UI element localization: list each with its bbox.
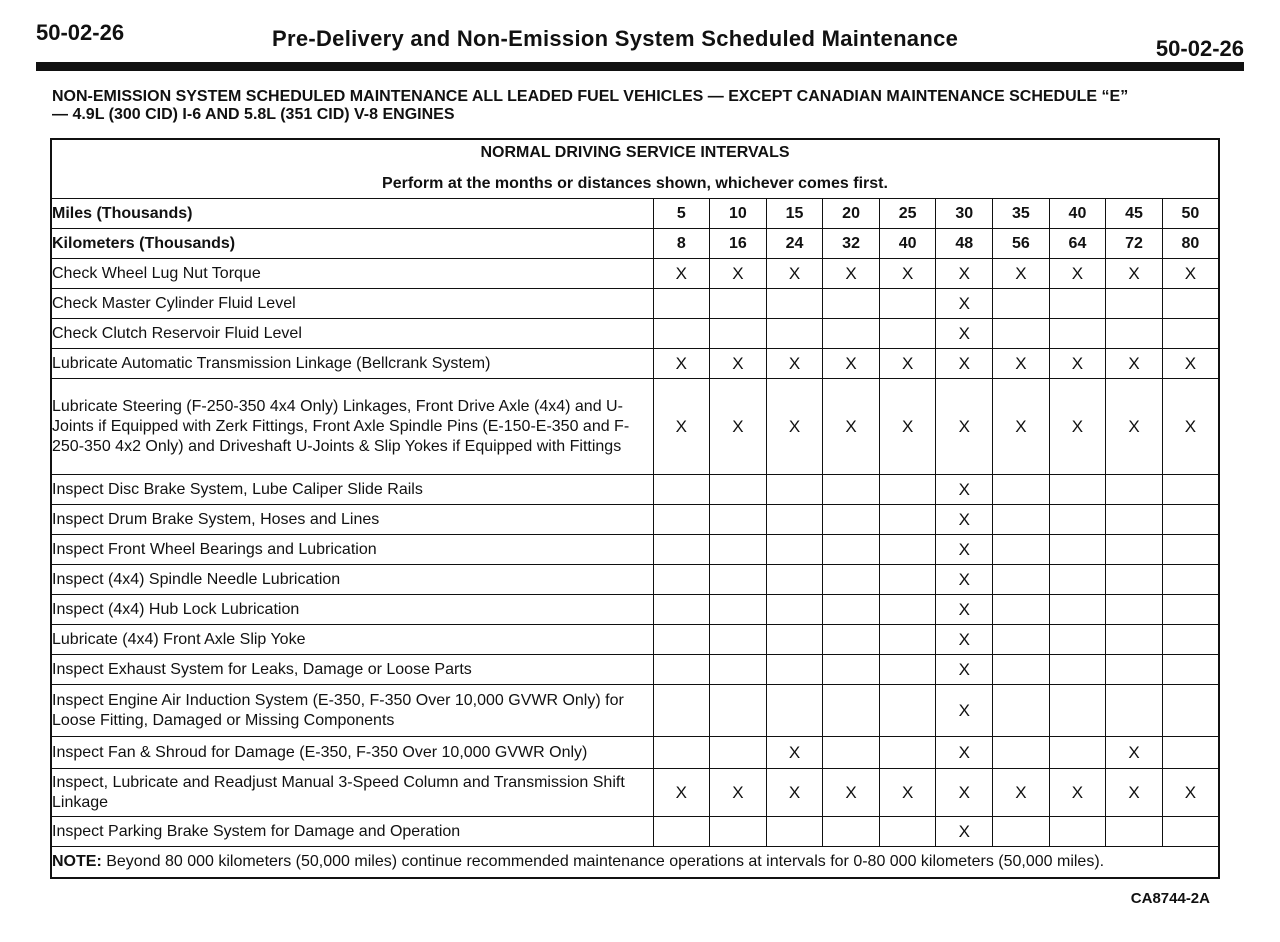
interval-cell (993, 505, 1050, 535)
table-row (51, 737, 1219, 769)
interval-cell (1049, 565, 1106, 595)
task-label: Check Master Cylinder Fluid Level (51, 289, 653, 319)
task-label: Inspect Fan & Shroud for Damage (E-350, F-350 Over 10,000 GVWR Only) (51, 737, 653, 769)
interval-cell (879, 737, 936, 769)
interval-cell (766, 817, 823, 847)
check-mark: X (845, 416, 857, 436)
km-value: 48 (936, 229, 993, 259)
interval-cell (710, 769, 767, 817)
check-mark: X (1184, 353, 1197, 373)
interval-cell (936, 379, 993, 475)
interval-cell (1106, 319, 1163, 349)
interval-cell (1049, 655, 1106, 685)
section-number-right: 50-02-26 (1155, 36, 1244, 61)
check-mark: X (1071, 416, 1084, 436)
interval-cell (823, 319, 880, 349)
km-value: 24 (766, 229, 823, 259)
check-mark: X (788, 263, 801, 283)
km-value: 32 (823, 229, 880, 259)
interval-cell (1162, 769, 1219, 817)
interval-cell (653, 625, 710, 655)
interval-cell (936, 737, 993, 769)
task-label: Inspect, Lubricate and Readjust Manual 3-Speed Column and Transmission Shift Linkage (51, 769, 653, 817)
interval-cell (993, 625, 1050, 655)
interval-cell (710, 655, 767, 685)
check-mark: X (958, 479, 970, 499)
task-label: Lubricate (4x4) Front Axle Slip Yoke (51, 625, 653, 655)
interval-cell (1049, 625, 1106, 655)
interval-cell (1106, 535, 1163, 565)
interval-cell (823, 737, 880, 769)
interval-cell (936, 349, 993, 379)
interval-cell (653, 379, 710, 475)
subtitle-line-1: NON-EMISSION SYSTEM SCHEDULED MAINTENANCE ALL LEADED FUEL VEHICLES — EXCEPT CANADIAN MAINTENANCE SCHEDULE “E” (52, 88, 1129, 105)
interval-cell (1049, 505, 1106, 535)
interval-cell (823, 769, 880, 817)
check-mark: X (958, 416, 970, 436)
check-mark: X (902, 263, 914, 283)
interval-cell (766, 319, 823, 349)
task-label: Inspect Parking Brake System for Damage and Operation (51, 817, 653, 847)
interval-cell (1049, 319, 1106, 349)
km-value: 80 (1162, 229, 1219, 259)
subtitle-line-2: — 4.9L (300 CID) I-6 AND 5.8L (351 CID) V-8 ENGINES (52, 106, 455, 123)
interval-cell (936, 685, 993, 737)
interval-cell (1049, 289, 1106, 319)
interval-cell (936, 289, 993, 319)
miles-header-row (51, 199, 1219, 229)
check-mark: X (1015, 353, 1027, 373)
interval-cell (879, 319, 936, 349)
interval-cell (879, 769, 936, 817)
check-mark: X (845, 353, 857, 373)
interval-cell (823, 475, 880, 505)
check-mark: X (1184, 782, 1197, 802)
interval-cell (710, 505, 767, 535)
check-mark: X (958, 659, 970, 679)
banner-row (51, 139, 1219, 199)
interval-cell (993, 535, 1050, 565)
interval-cell (993, 319, 1050, 349)
check-mark: X (1128, 742, 1140, 762)
interval-cell (766, 769, 823, 817)
interval-cell (710, 625, 767, 655)
note-row (51, 847, 1219, 879)
interval-cell (1106, 817, 1163, 847)
interval-cell (766, 655, 823, 685)
interval-cell (823, 685, 880, 737)
check-mark: X (958, 539, 970, 559)
interval-cell (879, 349, 936, 379)
interval-cell (993, 655, 1050, 685)
km-value: 72 (1106, 229, 1163, 259)
table-row (51, 655, 1219, 685)
interval-cell (766, 685, 823, 737)
interval-cell (1106, 769, 1163, 817)
banner-cell (51, 139, 1219, 199)
check-mark: X (902, 782, 914, 802)
table-row (51, 535, 1219, 565)
interval-cell (653, 349, 710, 379)
interval-cell (766, 505, 823, 535)
interval-cell (993, 259, 1050, 289)
interval-cell (879, 379, 936, 475)
interval-cell (653, 565, 710, 595)
interval-cell (1106, 595, 1163, 625)
maintenance-schedule-table (50, 138, 1220, 879)
interval-cell (1162, 259, 1219, 289)
interval-cell (1049, 769, 1106, 817)
table-row (51, 259, 1219, 289)
interval-cell (1049, 595, 1106, 625)
table-row (51, 565, 1219, 595)
interval-cell (1162, 475, 1219, 505)
table-row (51, 625, 1219, 655)
check-mark: X (958, 599, 970, 619)
interval-cell (1106, 379, 1163, 475)
interval-cell (879, 535, 936, 565)
check-mark: X (1128, 782, 1140, 802)
interval-cell (653, 769, 710, 817)
interval-cell (936, 817, 993, 847)
table-row (51, 319, 1219, 349)
interval-cell (823, 535, 880, 565)
interval-cell (653, 289, 710, 319)
interval-cell (936, 319, 993, 349)
note-label: NOTE: (52, 853, 102, 870)
interval-cell (879, 259, 936, 289)
interval-cell (823, 625, 880, 655)
interval-cell (936, 475, 993, 505)
miles-value: 35 (993, 199, 1050, 229)
interval-cell (1049, 379, 1106, 475)
interval-cell (823, 505, 880, 535)
task-label: Lubricate Steering (F-250-350 4x4 Only) Linkages, Front Drive Axle (4x4) and U-Joints if Equipped with Zerk Fittings, Front Axle Spindle Pins (E-150-E-350 and F-250-350 4x2 Only) and Driveshaft U-Joints & Slip Yokes if Equipped with Fittings (51, 379, 653, 475)
km-value: 40 (879, 229, 936, 259)
check-mark: X (958, 353, 970, 373)
interval-cell (1162, 349, 1219, 379)
check-mark: X (675, 353, 687, 373)
check-mark: X (732, 416, 744, 436)
interval-cell (1162, 535, 1219, 565)
interval-cell (993, 379, 1050, 475)
interval-cell (993, 349, 1050, 379)
check-mark: X (1184, 263, 1197, 283)
check-mark: X (675, 263, 687, 283)
interval-cell (653, 817, 710, 847)
table-row (51, 289, 1219, 319)
table-row (51, 379, 1219, 475)
interval-cell (823, 655, 880, 685)
banner-subtitle: Perform at the months or distances shown, whichever comes first. (382, 175, 888, 192)
interval-cell (823, 817, 880, 847)
check-mark: X (1128, 416, 1140, 436)
interval-cell (993, 289, 1050, 319)
check-mark: X (1071, 782, 1084, 802)
header-rule (36, 62, 1244, 71)
interval-cell (1162, 655, 1219, 685)
interval-cell (823, 349, 880, 379)
check-mark: X (732, 782, 744, 802)
check-mark: X (958, 569, 970, 589)
banner-title: NORMAL DRIVING SERVICE INTERVALS (480, 144, 790, 161)
interval-cell (823, 289, 880, 319)
miles-value: 30 (936, 199, 993, 229)
figure-code: CA8744-2A (1130, 890, 1210, 907)
interval-cell (1106, 505, 1163, 535)
check-mark: X (958, 629, 970, 649)
task-label: Inspect Disc Brake System, Lube Caliper Slide Rails (51, 475, 653, 505)
interval-cell (710, 535, 767, 565)
interval-cell (766, 565, 823, 595)
interval-cell (823, 595, 880, 625)
section-number-left: 50-02-26 (36, 20, 125, 45)
interval-cell (766, 259, 823, 289)
interval-cell (766, 289, 823, 319)
km-header-row (51, 229, 1219, 259)
interval-cell (1106, 259, 1163, 289)
interval-cell (710, 685, 767, 737)
interval-cell (1162, 379, 1219, 475)
interval-cell (1049, 817, 1106, 847)
interval-cell (1106, 655, 1163, 685)
interval-cell (879, 625, 936, 655)
check-mark: X (1015, 416, 1027, 436)
check-mark: X (1071, 353, 1084, 373)
interval-cell (766, 379, 823, 475)
interval-cell (710, 595, 767, 625)
check-mark: X (902, 416, 914, 436)
table-row (51, 817, 1219, 847)
interval-cell (1106, 625, 1163, 655)
km-value: 56 (993, 229, 1050, 259)
check-mark: X (902, 353, 914, 373)
table-row (51, 685, 1219, 737)
check-mark: X (958, 742, 970, 762)
miles-value: 5 (653, 199, 710, 229)
interval-cell (1106, 565, 1163, 595)
table-row (51, 349, 1219, 379)
km-value: 16 (710, 229, 767, 259)
task-label: Check Clutch Reservoir Fluid Level (51, 319, 653, 349)
check-mark: X (788, 353, 801, 373)
interval-cell (766, 737, 823, 769)
check-mark: X (1184, 416, 1197, 436)
check-mark: X (845, 263, 857, 283)
task-label: Inspect (4x4) Spindle Needle Lubrication (51, 565, 653, 595)
interval-cell (993, 737, 1050, 769)
check-mark: X (675, 782, 687, 802)
check-mark: X (1128, 263, 1140, 283)
miles-label: Miles (Thousands) (51, 199, 653, 229)
interval-cell (710, 259, 767, 289)
interval-cell (653, 595, 710, 625)
interval-cell (1162, 289, 1219, 319)
check-mark: X (1071, 263, 1084, 283)
miles-value: 25 (879, 199, 936, 229)
interval-cell (936, 565, 993, 595)
miles-value: 50 (1162, 199, 1219, 229)
interval-cell (936, 259, 993, 289)
interval-cell (993, 685, 1050, 737)
interval-cell (1162, 685, 1219, 737)
interval-cell (879, 655, 936, 685)
interval-cell (936, 505, 993, 535)
interval-cell (653, 535, 710, 565)
interval-cell (710, 565, 767, 595)
task-label: Inspect (4x4) Hub Lock Lubrication (51, 595, 653, 625)
table-row (51, 505, 1219, 535)
miles-value: 20 (823, 199, 880, 229)
task-label: Inspect Engine Air Induction System (E-350, F-350 Over 10,000 GVWR Only) for Loose Fitting, Damaged or Missing Components (51, 685, 653, 737)
miles-value: 45 (1106, 199, 1163, 229)
interval-cell (879, 565, 936, 595)
interval-cell (936, 655, 993, 685)
km-value: 64 (1049, 229, 1106, 259)
miles-value: 40 (1049, 199, 1106, 229)
interval-cell (1049, 259, 1106, 289)
km-label: Kilometers (Thousands) (51, 229, 653, 259)
interval-cell (879, 817, 936, 847)
interval-cell (1049, 349, 1106, 379)
interval-cell (993, 595, 1050, 625)
interval-cell (993, 817, 1050, 847)
table-row (51, 595, 1219, 625)
interval-cell (710, 319, 767, 349)
interval-cell (653, 655, 710, 685)
note-text: Beyond 80 000 kilometers (50,000 miles) continue recommended maintenance operations at intervals for 0-80 000 kilometers (50,000 miles). (106, 853, 1105, 870)
check-mark: X (675, 416, 687, 436)
interval-cell (879, 475, 936, 505)
check-mark: X (958, 782, 970, 802)
check-mark: X (958, 700, 970, 720)
interval-cell (1106, 349, 1163, 379)
interval-cell (1162, 595, 1219, 625)
interval-cell (936, 625, 993, 655)
check-mark: X (958, 323, 970, 343)
check-mark: X (845, 782, 857, 802)
note-cell (51, 847, 1219, 879)
interval-cell (710, 349, 767, 379)
interval-cell (879, 289, 936, 319)
interval-cell (1162, 737, 1219, 769)
interval-cell (823, 565, 880, 595)
interval-cell (653, 737, 710, 769)
interval-cell (993, 769, 1050, 817)
interval-cell (1049, 475, 1106, 505)
interval-cell (653, 259, 710, 289)
interval-cell (710, 817, 767, 847)
check-mark: X (732, 263, 744, 283)
interval-cell (766, 475, 823, 505)
interval-cell (653, 475, 710, 505)
interval-cell (710, 379, 767, 475)
check-mark: X (732, 353, 744, 373)
task-label: Lubricate Automatic Transmission Linkage (Bellcrank System) (51, 349, 653, 379)
interval-cell (1106, 737, 1163, 769)
check-mark: X (1015, 263, 1027, 283)
check-mark: X (1128, 353, 1140, 373)
interval-cell (1106, 685, 1163, 737)
interval-cell (823, 259, 880, 289)
check-mark: X (958, 821, 970, 841)
interval-cell (993, 565, 1050, 595)
check-mark: X (1015, 782, 1027, 802)
miles-value: 10 (710, 199, 767, 229)
interval-cell (879, 505, 936, 535)
miles-value: 15 (766, 199, 823, 229)
interval-cell (1049, 685, 1106, 737)
table-row (51, 475, 1219, 505)
check-mark: X (788, 742, 801, 762)
interval-cell (879, 685, 936, 737)
interval-cell (766, 625, 823, 655)
interval-cell (1162, 505, 1219, 535)
interval-cell (823, 379, 880, 475)
interval-cell (653, 685, 710, 737)
page-title: Pre-Delivery and Non-Emission System Scheduled Maintenance (272, 26, 959, 51)
interval-cell (936, 769, 993, 817)
interval-cell (1162, 625, 1219, 655)
interval-cell (1162, 319, 1219, 349)
interval-cell (766, 595, 823, 625)
task-label: Inspect Exhaust System for Leaks, Damage or Loose Parts (51, 655, 653, 685)
interval-cell (1049, 535, 1106, 565)
check-mark: X (788, 416, 801, 436)
check-mark: X (958, 293, 970, 313)
interval-cell (710, 289, 767, 319)
check-mark: X (958, 509, 970, 529)
interval-cell (1049, 737, 1106, 769)
task-label: Check Wheel Lug Nut Torque (51, 259, 653, 289)
task-label: Inspect Front Wheel Bearings and Lubrication (51, 535, 653, 565)
interval-cell (653, 319, 710, 349)
interval-cell (766, 349, 823, 379)
task-label: Inspect Drum Brake System, Hoses and Lines (51, 505, 653, 535)
interval-cell (993, 475, 1050, 505)
interval-cell (936, 595, 993, 625)
interval-cell (710, 475, 767, 505)
table-row (51, 769, 1219, 817)
interval-cell (710, 737, 767, 769)
interval-cell (1162, 817, 1219, 847)
interval-cell (879, 595, 936, 625)
interval-cell (1106, 475, 1163, 505)
interval-cell (1106, 289, 1163, 319)
interval-cell (1162, 565, 1219, 595)
interval-cell (936, 535, 993, 565)
check-mark: X (958, 263, 970, 283)
interval-cell (766, 535, 823, 565)
interval-cell (653, 505, 710, 535)
check-mark: X (788, 782, 801, 802)
table-subtitle (52, 88, 1202, 124)
km-value: 8 (653, 229, 710, 259)
